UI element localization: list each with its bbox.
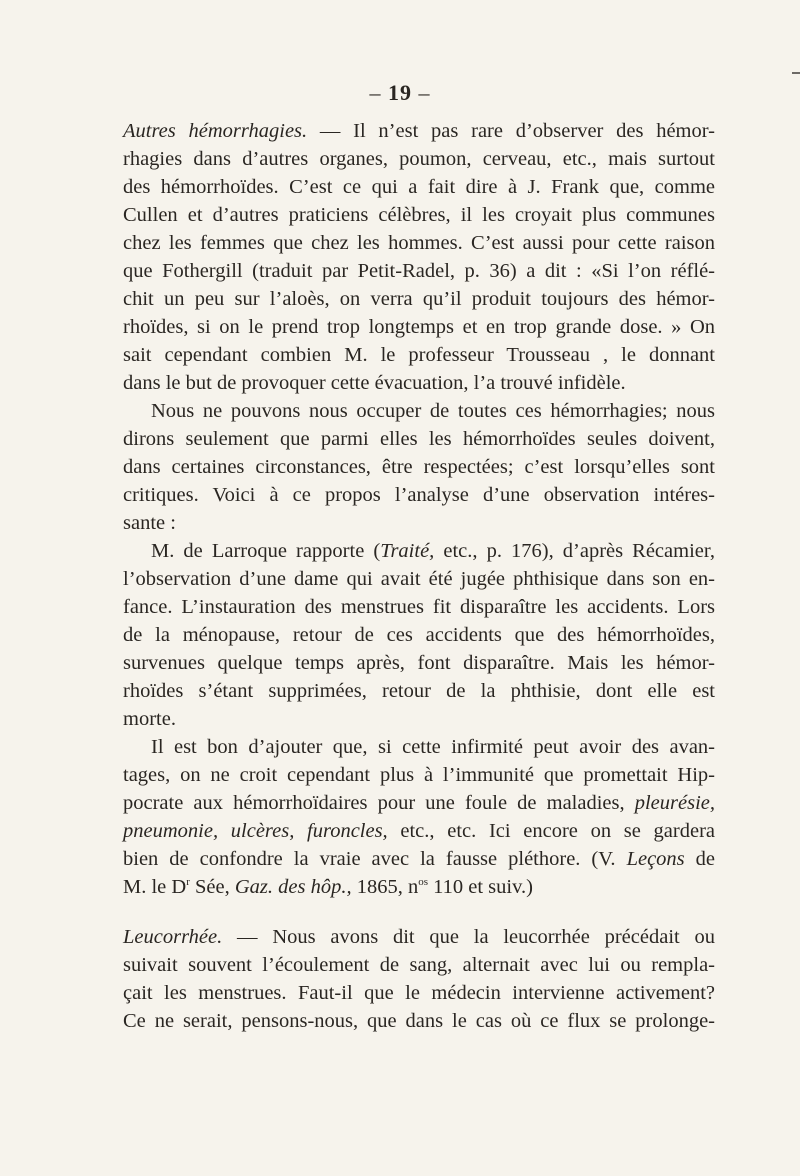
text-line: Cullen et d’autres praticiens célèbres, il les croyait plus communes: [123, 204, 715, 226]
text-line: l’observation d’une dame qui avait été jugée phthisique dans son en-: [123, 568, 715, 590]
term-list-italic: pneumonie, ulcères, furoncles,: [123, 820, 388, 842]
section-heading-leucorrhee: Leucorrhée.: [123, 926, 223, 948]
text-line: fance. L’instauration des menstrues fit disparaître les accidents. Lors: [123, 596, 715, 618]
text-line: de la ménopause, retour de ces accidents que des hémorrhoïdes,: [123, 624, 715, 646]
page-edge-mark: [792, 72, 800, 74]
text-line: Nous ne pouvons nous occuper de toutes ces hémorrhagies; nous: [151, 400, 715, 422]
text-line: rhagies dans d’autres organes, poumon, cerveau, etc., mais surtout: [123, 148, 715, 170]
text-line: Il est bon d’ajouter que, si cette infirmité peut avoir des avan-: [151, 736, 715, 758]
text-line: M. le $D^r$ Sée, Gaz. des hôp., 1865, $n^{os}$ 110 et suiv.): [123, 876, 533, 898]
text-line: sante :: [123, 512, 176, 534]
section-heading-autres-hemorrhagies: Autres hémorrhagies.: [123, 120, 308, 142]
text-line: Ce ne serait, pensons-nous, que dans le cas où ce flux se prolonge-: [123, 1010, 715, 1032]
citation-title-gazette: Gaz. des hôp.,: [234, 876, 352, 898]
text-line: que Fothergill (traduit par Petit-Radel, p. 36) a dit : «Si l’on réflé-: [123, 260, 715, 282]
text-line: survenues quelque temps après, font disparaître. Mais les hémor-: [123, 652, 715, 674]
page-number-header: [0, 80, 800, 106]
text-line: chit un peu sur l’aloès, on verra qu’il produit toujours des hémor-: [123, 288, 715, 310]
text-line: bien de confondre la vraie avec la fausse pléthore. (V. Leçons de: [123, 848, 715, 870]
superscript-r: r: [186, 876, 190, 889]
text-line: morte.: [123, 708, 176, 730]
text-line: rhoïdes, si on le prend trop longtemps et en trop grande dose. » On: [123, 316, 715, 338]
term-pleuresie: pleurésie,: [634, 792, 715, 814]
text-line: des hémorrhoïdes. C’est ce qui a fait dire à J. Frank que, comme: [123, 176, 715, 198]
folio-dash-right: –: [412, 80, 431, 105]
body-text: [123, 117, 715, 1035]
text-line: rhoïdes s’étant supprimées, retour de la phthisie, dont elle est: [123, 680, 715, 702]
page-number: 19: [388, 80, 412, 105]
text-line: suivait souvent l’écoulement de sang, alternait avec lui ou rempla-: [123, 954, 715, 976]
text-line: tages, on ne croit cependant plus à l’immunité que promettait Hip-: [123, 764, 715, 786]
text-line: M. de Larroque rapporte (Traité, etc., p. 176), d’après Récamier,: [151, 540, 715, 562]
text-line: çait les menstrues. Faut-il que le médecin intervienne activement?: [123, 982, 715, 1004]
paragraph-gap: [123, 901, 715, 923]
text-line: critiques. Voici à ce propos l’analyse d’une observation intéres-: [123, 484, 715, 506]
text-line: chez les femmes que chez les hommes. C’est aussi pour cette raison: [123, 232, 715, 254]
text-line: Leucorrhée. — Nous avons dit que la leucorrhée précédait ou: [123, 926, 715, 948]
text-line: dans certaines circonstances, être respectées; c’est lorsqu’elles sont: [123, 456, 715, 478]
text-line: pocrate aux hémorrhoïdaires pour une foule de maladies, pleurésie,: [123, 792, 715, 814]
citation-title-lecons: Leçons: [626, 848, 685, 870]
text-line: Autres hémorrhagies. — Il n’est pas rare d’observer des hémor-: [123, 120, 715, 142]
text-line: dans le but de provoquer cette évacuation, l’a trouvé infidèle.: [123, 372, 626, 394]
text-line: sait cependant combien M. le professeur Trousseau , le donnant: [123, 344, 715, 366]
text-line: pneumonie, ulcères, furoncles, etc., etc. Ici encore on se gardera: [123, 820, 715, 842]
superscript-os: os: [418, 876, 428, 889]
citation-title-traite: Traité,: [380, 540, 435, 562]
text-line: dirons seulement que parmi elles les hémorrhoïdes seules doivent,: [123, 428, 715, 450]
folio-dash-left: –: [369, 80, 388, 105]
